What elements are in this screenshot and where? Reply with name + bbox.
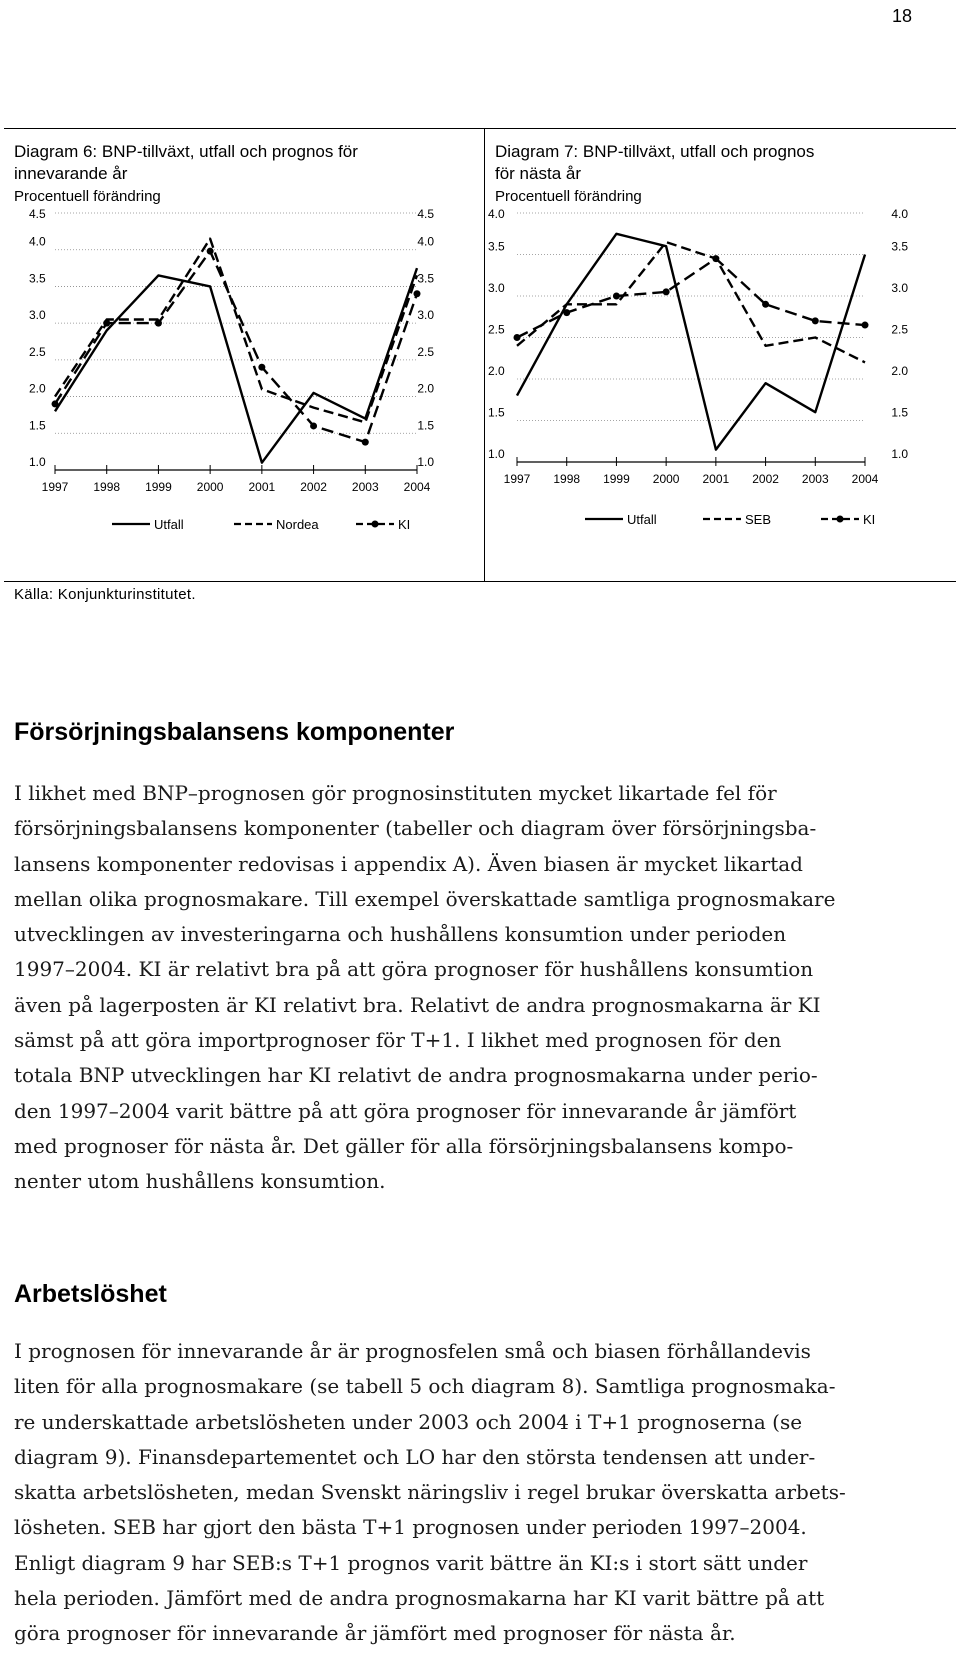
series-point-ki xyxy=(862,322,869,329)
y-tick-label-left: 2.5 xyxy=(488,322,505,337)
chart-subtitle: Procentuell förändring xyxy=(495,188,642,205)
x-tick-label: 1999 xyxy=(145,480,172,494)
y-tick-label-right: 1.5 xyxy=(891,405,908,420)
chart-title-line: Diagram 6: BNP-tillväxt, utfall och prognos för xyxy=(14,142,358,161)
paragraph-line: utvecklingen av investeringarna och hushållens konsumtion under perioden xyxy=(14,922,787,947)
y-tick-label-left: 2.0 xyxy=(488,364,505,378)
y-tick-label-right: 2.5 xyxy=(891,322,908,337)
source-note: Källa: Konjunkturinstitutet. xyxy=(14,586,196,603)
y-tick-label-left: 1.5 xyxy=(488,405,505,420)
paragraph-line: göra prognoser för innevarande år jämfört med prognoser för nästa år. xyxy=(14,1621,736,1646)
legend-label: Utfall xyxy=(154,517,184,532)
y-tick-label-right: 1.0 xyxy=(891,447,908,461)
y-tick-label-right: 3.0 xyxy=(891,281,908,295)
y-tick-label-left: 3.0 xyxy=(488,281,505,295)
x-tick-label: 2002 xyxy=(300,480,327,494)
chart-subtitle: Procentuell förändring xyxy=(14,188,161,205)
x-tick-label: 2000 xyxy=(652,472,680,486)
legend-marker xyxy=(372,521,379,528)
paragraph-line: nenter utom hushållens konsumtion. xyxy=(14,1169,386,1194)
paragraph-line: Enligt diagram 9 har SEB:s T+1 prognos varit bättre än KI:s i stort sätt under xyxy=(14,1550,808,1575)
y-tick-label-left: 3.5 xyxy=(29,271,46,286)
series-point-ki xyxy=(103,320,110,327)
y-tick-label-right: 3.5 xyxy=(891,239,908,254)
legend-label: SEB xyxy=(745,512,772,527)
paragraph-line: med prognoser för nästa år. Det gäller för alla försörjningsbalansens kompo- xyxy=(14,1133,794,1158)
paragraph-line: re underskattade arbetslösheten under 2003 och 2004 i T+1 prognoserna (se xyxy=(14,1409,803,1434)
y-tick-label-left: 2.5 xyxy=(29,344,46,359)
x-tick-label: 1998 xyxy=(553,472,581,486)
legend-marker xyxy=(837,516,844,523)
paragraph-line: den 1997–2004 varit bättre på att göra prognoser för innevarande år jämfört xyxy=(14,1098,797,1123)
y-tick-label-right: 3.5 xyxy=(417,271,434,286)
paragraph-line: hela perioden. Jämfört med de andra prognosmakarna har KI varit bättre på att xyxy=(14,1586,825,1611)
y-tick-label-right: 4.0 xyxy=(417,234,434,249)
y-tick-label-right: 4.0 xyxy=(891,207,908,221)
chart-diagram-6 xyxy=(4,129,485,581)
series-point-ki xyxy=(52,400,59,407)
series-line-ki xyxy=(55,251,417,442)
paragraph-line: försörjningsbalansens komponenter (tabeller och diagram över försörjningsba- xyxy=(14,816,817,841)
x-tick-label: 1997 xyxy=(41,480,69,494)
x-tick-label: 2004 xyxy=(851,472,879,486)
paragraph-line: även på lagerposten är KI relativt bra. Relativt de andra prognosmakarna är KI xyxy=(14,992,821,1017)
section-heading: Arbetslöshet xyxy=(14,1280,167,1308)
x-tick-label: 2001 xyxy=(702,472,730,486)
series-line-nordea xyxy=(55,239,417,423)
x-tick-label: 2001 xyxy=(248,480,276,494)
y-tick-label-left: 2.0 xyxy=(29,381,46,396)
legend-label: KI xyxy=(398,517,411,532)
x-tick-label: 2002 xyxy=(752,472,779,486)
series-point-ki xyxy=(812,317,819,324)
series-point-ki xyxy=(663,288,670,295)
chart-6-plot xyxy=(4,129,484,581)
series-line-utfall xyxy=(517,234,865,450)
section-paragraph xyxy=(14,776,949,1200)
paragraph-line: diagram 9). Finansdepartementet och LO har den största tendensen att under- xyxy=(14,1444,816,1469)
series-line-ki xyxy=(517,259,865,338)
y-tick-label-left: 4.0 xyxy=(488,207,505,221)
x-tick-label: 1997 xyxy=(503,472,531,486)
paragraph-line: 1997–2004. KI är relativt bra på att göra prognoser för hushållens konsumtion xyxy=(14,957,814,982)
y-tick-label-right: 4.5 xyxy=(417,207,434,221)
series-point-ki xyxy=(362,439,369,446)
legend-label: Utfall xyxy=(627,512,657,527)
paragraph-line: skatta arbetslösheten, medan Svenskt näringsliv i regel brukar överskatta arbets- xyxy=(14,1480,846,1505)
series-point-ki xyxy=(563,309,570,316)
legend-label: Nordea xyxy=(276,517,319,532)
y-tick-label-left: 1.0 xyxy=(488,447,505,461)
y-tick-label-left: 4.5 xyxy=(29,207,46,221)
x-tick-label: 2004 xyxy=(403,480,431,494)
chart-title-line: innevarande år xyxy=(14,164,128,183)
paragraph-line: lösheten. SEB har gjort den bästa T+1 prognosen under perioden 1997–2004. xyxy=(14,1515,807,1540)
y-tick-label-left: 3.0 xyxy=(29,308,46,323)
x-tick-label: 2003 xyxy=(351,480,379,494)
paragraph-line: mellan olika prognosmakare. Till exempel överskattade samtliga prognosmakare xyxy=(14,886,836,911)
legend-label: KI xyxy=(863,512,876,527)
paragraph-line: I prognosen för innevarande år är prognosfelen små och biasen förhållandevis xyxy=(14,1339,811,1363)
series-point-ki xyxy=(762,301,769,308)
series-point-ki xyxy=(207,248,214,255)
y-tick-label-left: 4.0 xyxy=(29,234,46,249)
series-point-ki xyxy=(310,422,317,429)
chart-title-line: Diagram 7: BNP-tillväxt, utfall och prognos xyxy=(495,142,815,161)
y-tick-label-right: 2.5 xyxy=(417,344,434,359)
series-point-ki xyxy=(613,293,620,300)
section-paragraph xyxy=(14,1334,949,1652)
series-point-ki xyxy=(712,255,719,262)
series-point-ki xyxy=(414,290,421,297)
y-tick-label-right: 3.0 xyxy=(417,308,434,323)
x-tick-label: 2000 xyxy=(196,480,224,494)
page-number: 18 xyxy=(891,6,912,26)
paragraph-line: lansens komponenter redovisas i appendix A). Även biasen är mycket likartad xyxy=(14,851,803,876)
y-tick-label-right: 1.5 xyxy=(417,418,434,433)
y-tick-label-right: 2.0 xyxy=(417,381,434,396)
x-tick-label: 1999 xyxy=(603,472,630,486)
section-heading: Försörjningsbalansens komponenter xyxy=(14,718,455,746)
chart-7-plot xyxy=(485,129,956,581)
paragraph-line: sämst på att göra importprognoser för T+1. I likhet med prognosen för den xyxy=(14,1028,782,1053)
series-point-ki xyxy=(514,334,521,341)
y-tick-label-left: 3.5 xyxy=(488,239,505,254)
y-tick-label-left: 1.5 xyxy=(29,418,46,433)
chart-title-line: för nästa år xyxy=(495,164,581,183)
paragraph-line: liten för alla prognosmakare (se tabell 5 och diagram 8). Samtliga prognosmaka- xyxy=(14,1374,836,1399)
x-tick-label: 2003 xyxy=(801,472,829,486)
series-point-ki xyxy=(155,320,162,327)
y-tick-label-right: 1.0 xyxy=(417,455,434,469)
y-tick-label-left: 1.0 xyxy=(29,455,46,469)
series-point-ki xyxy=(258,364,265,371)
charts-panel xyxy=(4,128,956,582)
paragraph-line: totala BNP utvecklingen har KI relativt de andra prognosmakarna under perio- xyxy=(14,1063,818,1088)
chart-diagram-7 xyxy=(485,129,956,581)
x-tick-label: 1998 xyxy=(93,480,121,494)
y-tick-label-right: 2.0 xyxy=(891,364,908,378)
paragraph-line: I likhet med BNP–prognosen gör prognosinstituten mycket likartade fel för xyxy=(14,781,777,805)
